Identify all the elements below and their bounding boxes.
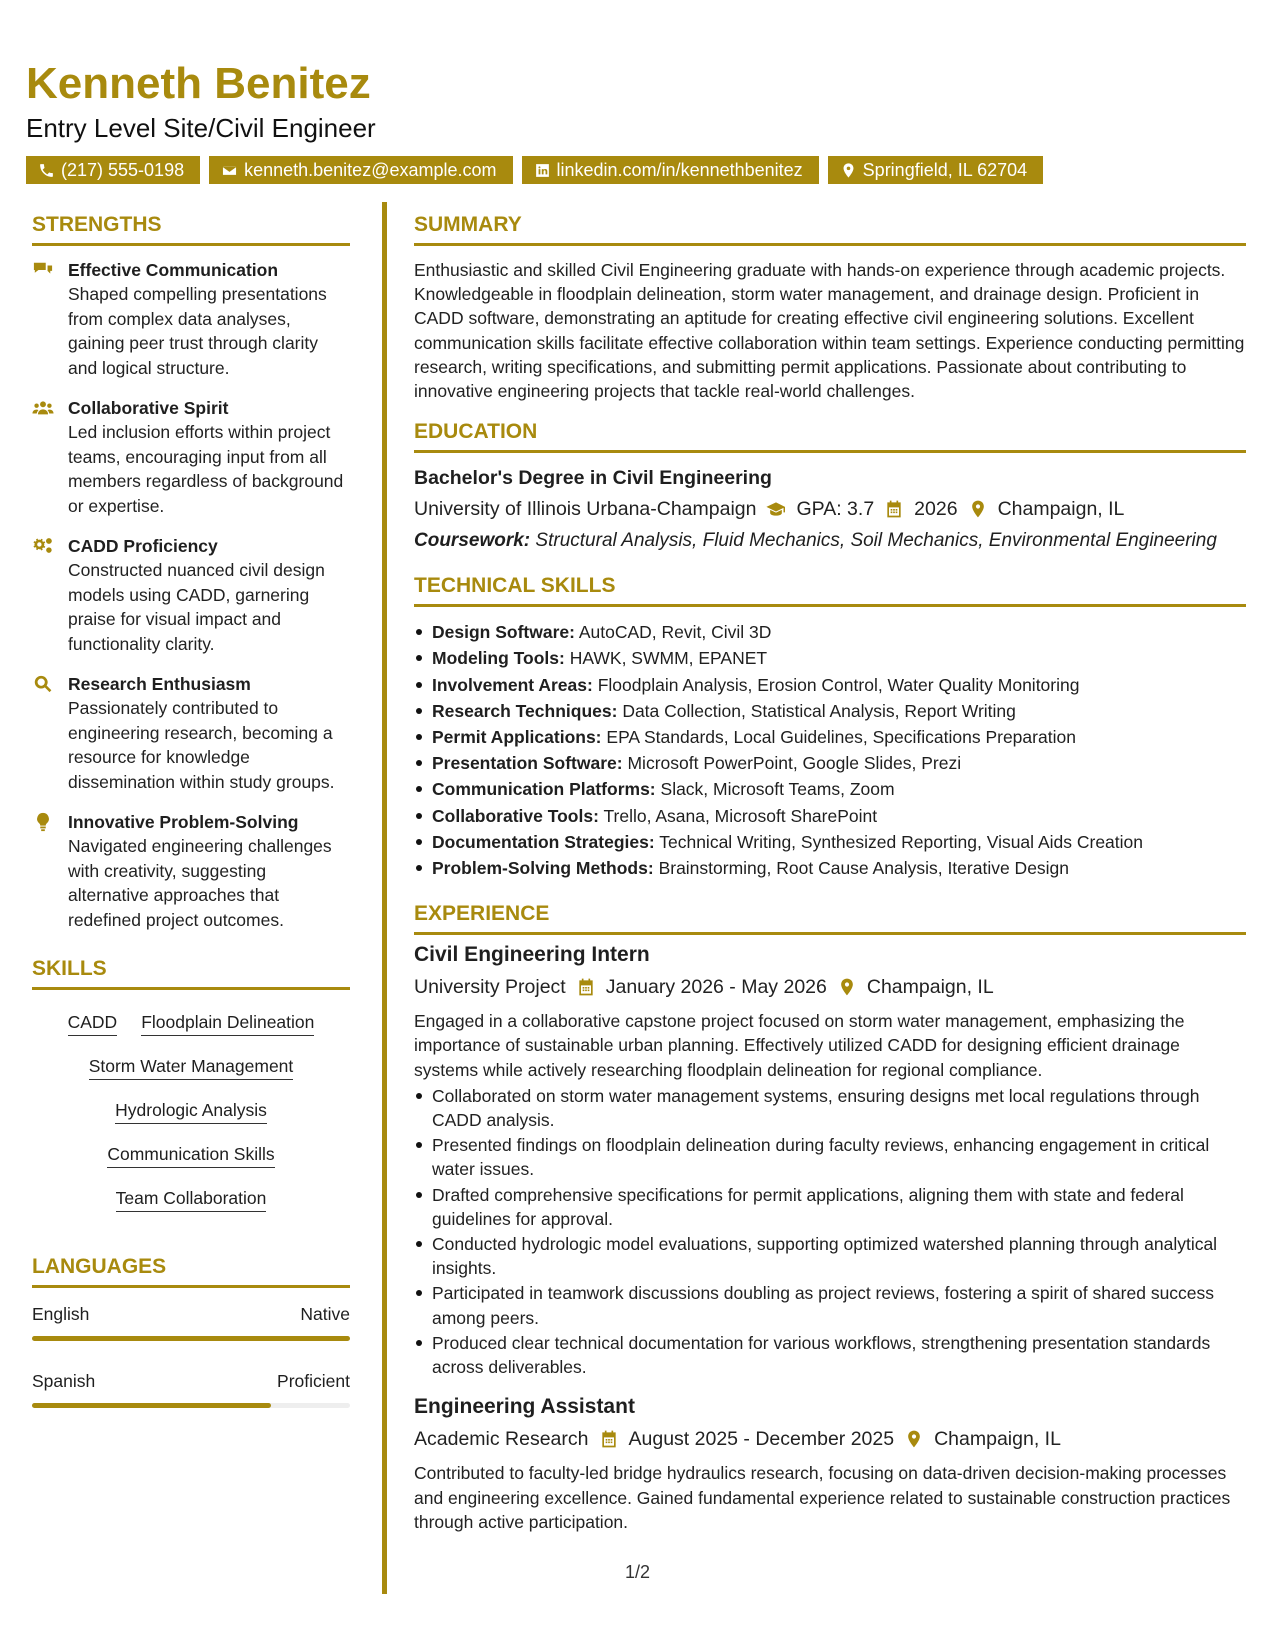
calendar-icon	[576, 977, 596, 997]
skill-value: AutoCAD, Revit, Civil 3D	[578, 622, 772, 643]
list-item: Drafted comprehensive specifications for permit applications, aligning them with state and federal guidelines for approval.	[414, 1183, 1246, 1231]
left-column	[32, 210, 350, 1436]
skill-label: Presentation Software:	[432, 753, 623, 774]
job-org: Academic Research	[414, 1428, 589, 1451]
job-entry	[414, 1393, 1246, 1534]
location-text: Springfield, IL 62704	[862, 160, 1028, 180]
language-name: English	[32, 1304, 90, 1324]
strength-title: Research Enthusiasm	[68, 674, 251, 694]
strength-item	[32, 534, 350, 656]
job-meta	[414, 973, 1246, 1001]
language-bar	[32, 1403, 350, 1408]
strength-desc: Navigated engineering challenges with creativity, suggesting alternative approaches that redefined project outcomes.	[68, 836, 332, 930]
list-item	[414, 750, 1246, 776]
language-bar-fill	[32, 1403, 271, 1408]
strengths-heading: STRENGTHS	[32, 210, 350, 246]
skill-label: Documentation Strategies:	[432, 831, 655, 852]
graduation-cap-icon	[766, 499, 786, 519]
job-description: Engaged in a collaborative capstone project focused on storm water management, emphasizing the importance of sustainable urban planning. Effectively utilized CADD for designing efficient drainage systems while actively researching floodplain delineation for regional compliance.	[414, 1011, 1185, 1080]
job-org: University Project	[414, 976, 566, 999]
skill-value: Slack, Microsoft Teams, Zoom	[660, 779, 895, 800]
list-item	[414, 645, 1246, 671]
skill-value: Floodplain Analysis, Erosion Control, Water Quality Monitoring	[597, 674, 1080, 695]
school-name: University of Illinois Urbana-Champaign	[414, 498, 757, 521]
phone-icon	[38, 162, 55, 179]
calendar-icon	[884, 499, 904, 519]
list-item	[414, 803, 1246, 829]
skill-value: Trello, Asana, Microsoft SharePoint	[603, 805, 878, 826]
strength-title: Collaborative Spirit	[68, 398, 229, 418]
language-level: Proficient	[277, 1371, 350, 1391]
summary-text: Enthusiastic and skilled Civil Engineering graduate with hands-on experience through academic projects. Knowledgeable in floodplain delineation, storm water management, and drainage design. Proficient in CADD software, demonstrating an aptitude for creating effective civil engineering solutions. Excellent communication skills facilitate effective collaboration within team settings. Experience conducting permitting research, writing specifications, and submitting permit applications. Passionate about contributing to innovative engineering projects that tackle real-world challenges.	[414, 260, 1245, 402]
job-title: Entry Level Site/Civil Engineer	[26, 113, 376, 143]
linkedin-text: linkedin.com/in/kennethbenitez	[556, 160, 803, 180]
list-item	[414, 619, 1246, 645]
map-pin-icon	[840, 162, 857, 179]
coursework	[414, 529, 1246, 553]
job-location: Champaign, IL	[934, 1428, 1061, 1451]
strength-item	[32, 672, 350, 794]
language-name: Spanish	[32, 1371, 96, 1391]
skills-list	[32, 1002, 350, 1218]
strength-item	[32, 258, 350, 380]
strength-desc: Led inclusion efforts within project teams, encouraging input from all members regardless of background or expertise.	[68, 422, 344, 516]
language-bar-fill	[32, 1336, 350, 1341]
strength-title: Effective Communication	[68, 260, 279, 280]
strength-item	[32, 810, 350, 932]
language-level: Native	[300, 1304, 350, 1324]
search-icon	[32, 674, 54, 694]
strength-title: Innovative Problem-Solving	[68, 812, 299, 832]
linkedin-icon	[534, 162, 551, 179]
users-icon	[32, 398, 54, 418]
right-column	[414, 210, 1246, 1536]
skill-value: EPA Standards, Local Guidelines, Specifications Preparation	[606, 727, 1076, 748]
skill-value: Microsoft PowerPoint, Google Slides, Prezi	[627, 753, 962, 774]
experience-heading: EXPERIENCE	[414, 899, 1246, 935]
technical-skills-list	[414, 619, 1246, 881]
phone-text: (217) 555-0198	[61, 160, 185, 180]
education-heading: EDUCATION	[414, 417, 1246, 453]
skill-label: Problem-Solving Methods:	[432, 858, 654, 879]
skills-heading: SKILLS	[32, 954, 350, 990]
gpa: GPA: 3.7	[796, 498, 875, 521]
contact-linkedin[interactable]	[522, 156, 819, 184]
skill-value: HAWK, SWMM, EPANET	[569, 648, 768, 669]
language-row	[32, 1369, 350, 1393]
skill-label: Communication Platforms:	[432, 779, 656, 800]
degree: Bachelor's Degree in Civil Engineering	[414, 467, 772, 490]
education-meta	[414, 495, 1246, 523]
skill-label: Research Techniques:	[432, 700, 618, 721]
skill-tag: CADD	[68, 1010, 118, 1036]
skill-value: Technical Writing, Synthesized Reporting, Visual Aids Creation	[659, 831, 1144, 852]
skill-tag: Storm Water Management	[89, 1054, 294, 1080]
page-number: 1/2	[624, 1562, 651, 1582]
job-location: Champaign, IL	[866, 976, 994, 999]
skill-value: Data Collection, Statistical Analysis, Report Writing	[622, 700, 1016, 721]
job-bullets	[414, 1084, 1246, 1379]
skill-tag: Team Collaboration	[116, 1186, 267, 1212]
header	[26, 58, 1246, 184]
job-title: Civil Engineering Intern	[414, 943, 650, 967]
map-pin-icon	[837, 977, 857, 997]
skill-tag: Floodplain Delineation	[141, 1010, 314, 1036]
job-entry	[414, 941, 1246, 1379]
list-item	[414, 855, 1246, 881]
strength-desc: Passionately contributed to engineering research, becoming a resource for knowledge dissemination within study groups.	[68, 698, 335, 792]
gears-icon	[32, 536, 54, 556]
skill-label: Design Software:	[432, 622, 575, 643]
email-text: kenneth.benitez@example.com	[244, 160, 497, 180]
lightbulb-icon	[32, 812, 54, 832]
list-item: Conducted hydrologic model evaluations, supporting optimized watershed planning through analytical insights.	[414, 1232, 1246, 1280]
candidate-name: Kenneth Benitez	[26, 59, 371, 108]
list-item: Presented findings on floodplain delineation during faculty reviews, enhancing engagement in critical water issues.	[414, 1133, 1246, 1181]
job-dates: January 2026 - May 2026	[605, 976, 827, 999]
map-pin-icon	[968, 499, 988, 519]
list-item	[414, 698, 1246, 724]
strength-desc: Constructed nuanced civil design models using CADD, garnering praise for visual impact and functionality clarity.	[68, 560, 325, 654]
technical-skills-heading: TECHNICAL SKILLS	[414, 571, 1246, 607]
list-item: Produced clear technical documentation for various workflows, strengthening presentation standards across deliverables.	[414, 1331, 1246, 1379]
list-item	[414, 724, 1246, 750]
calendar-icon	[599, 1429, 619, 1449]
list-item: Collaborated on storm water management systems, ensuring designs met local regulations through CADD analysis.	[414, 1084, 1246, 1132]
list-item	[414, 672, 1246, 698]
summary-heading: SUMMARY	[414, 210, 1246, 246]
contact-location[interactable]	[828, 156, 1043, 184]
graduation-year: 2026	[914, 498, 958, 521]
contact-phone[interactable]	[26, 156, 200, 184]
skill-label: Involvement Areas:	[432, 674, 593, 695]
coursework-label: Coursework:	[414, 530, 531, 552]
chat-icon	[32, 260, 54, 280]
column-divider	[382, 202, 387, 1594]
list-item: Participated in teamwork discussions doubling as project reviews, fostering a spirit of shared success among peers.	[414, 1281, 1246, 1329]
skill-label: Collaborative Tools:	[432, 805, 599, 826]
job-dates: August 2025 - December 2025	[628, 1428, 895, 1451]
language-row	[32, 1302, 350, 1326]
contact-bar	[26, 156, 1246, 184]
job-meta	[414, 1425, 1246, 1453]
envelope-icon	[221, 162, 238, 179]
language-bar	[32, 1336, 350, 1341]
skill-tag: Hydrologic Analysis	[115, 1098, 267, 1124]
job-description: Contributed to faculty-led bridge hydraulics research, focusing on data-driven decision-making processes and engineering excellence. Gained fundamental experience related to sustainable construction practices through active participation.	[414, 1463, 1231, 1532]
skill-label: Permit Applications:	[432, 727, 602, 748]
education-location: Champaign, IL	[997, 498, 1125, 521]
contact-email[interactable]	[209, 156, 512, 184]
skill-tag: Communication Skills	[107, 1142, 274, 1168]
strength-desc: Shaped compelling presentations from complex data analyses, gaining peer trust through clarity and logical structure.	[68, 284, 327, 378]
job-title: Engineering Assistant	[414, 1395, 635, 1419]
coursework-list: Structural Analysis, Fluid Mechanics, Soil Mechanics, Environmental Engineering	[535, 530, 1217, 552]
skill-value: Brainstorming, Root Cause Analysis, Iterative Design	[658, 858, 1070, 879]
list-item	[414, 776, 1246, 802]
strength-title: CADD Proficiency	[68, 536, 218, 556]
list-item	[414, 829, 1246, 855]
map-pin-icon	[904, 1429, 924, 1449]
strength-item	[32, 396, 350, 518]
languages-heading: LANGUAGES	[32, 1252, 350, 1288]
skill-label: Modeling Tools:	[432, 648, 565, 669]
